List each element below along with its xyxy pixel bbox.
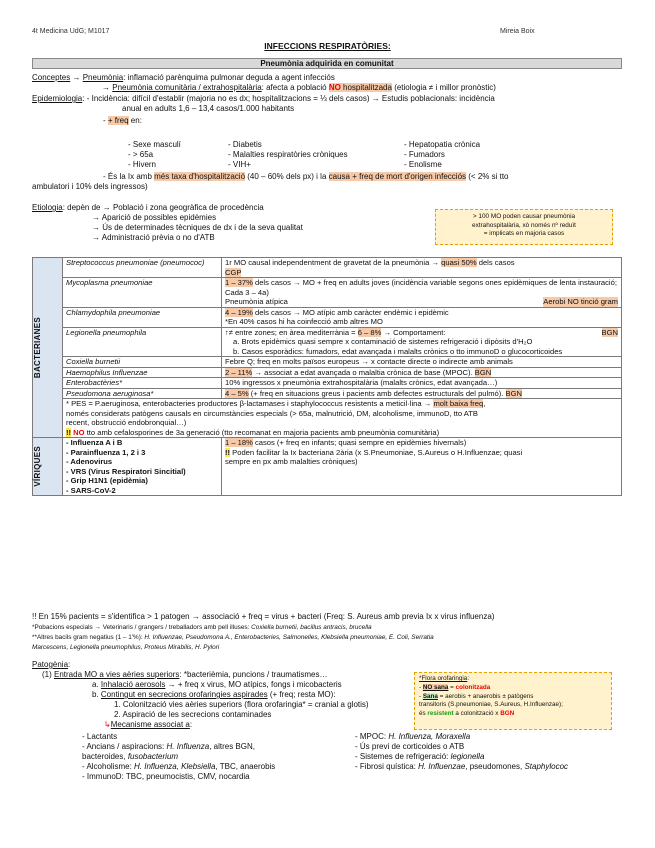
organism-name: Legionella pneumophila [63,327,222,357]
list-item: → Població i zona geogràfica de procedència [102,203,264,212]
pneumonia-def: : inflamació parènquima pulmonar deguda a agent infecciós [123,73,335,82]
footnote-1: !! En 15% pacients = s'identifica > 1 patogen → associació + freq = virus + bacteri (Freq: S. Aureus amb previa Ix x virus influenza) [32,612,495,621]
list-item [355,752,630,762]
organism-name: Coxiella burnetii [63,357,222,368]
desc-b: (+ freq en situacions greus i pacients amb defectes estructurals del pulmó). [248,388,506,398]
flora-l1a: - [419,683,423,691]
list-item: → Aparició de possibles epidèmies [92,213,217,222]
mecanisme-label: Mecanisme associat a [110,720,190,729]
footnote-3b: H. Influenzae, Pseudomona A., Enterobacteries, Salmonelles, Klebsiella pneumoniae, E. Coli, Serratia [144,634,434,641]
list-item: - VRS (Virus Respiratori Sincitial) [66,466,186,476]
etiologia-label: Etiologia [32,203,63,212]
table-row [33,367,622,378]
desc-f: b. Casos esporàdics: fumadors, edat avançada i malalts crònics o tto immunoD o glucocorticoides [233,346,563,356]
etiology-table [32,257,622,496]
item-a: - Sistemes de refrigeració: [355,752,451,761]
flora-l1b: NO sana [422,683,449,691]
list-item [355,742,630,752]
pato-l4: 1. Colonització vies aèries superiors (flora orofaringia* = cranial a glotis) [114,700,369,709]
desc-a: 4 – 5% [225,388,249,398]
epi-last-a: - És la Ix amb [103,172,155,181]
table-row [33,388,622,399]
mecanisme-right [355,732,630,772]
etiologia-intro: : depèn de [62,203,101,212]
vir-r1a: 1 – 18% [225,438,253,447]
item-b: H. Influenza, Moraxella [388,732,471,741]
footnote-3a: **Altres bacils gram negatius (1 – 1'%): [32,634,145,641]
desc-c: BGN [505,388,522,398]
epi-freq-suffix: en: [128,116,142,125]
desc-c: *En 40% casos hi ha coinfecció amb altres MO [225,317,383,326]
pes-line-1b: molt baixa freq [433,399,484,408]
list-item: - Sexe masculí [128,140,181,149]
pato-l2c: → + freq x virus, MO atípics, fongs i micobacteris [165,680,342,689]
pato-l5: 2. Aspiració de les secrecions contaminades [114,710,272,719]
pato-l3c: (+ freq; resta MO): [267,690,336,699]
flora-l3: transitoris (S.pneumoniae, S.Aureus, H.Influenzae); [419,701,563,709]
conceptes-label: Conceptes [32,73,71,82]
item-c: , TBC, anaerobis [215,762,276,771]
section-band: Pneumònia adquirida en comunitat [32,58,622,69]
table-row [33,378,622,389]
pneumonia-comunitaria-term: Pneumònia comunitària / extrahospitalària [112,83,262,92]
desc-b: → associat a edat avançada o malaltia crònica de base (MPOC). [252,367,475,377]
pes-line-4: tto amb cefalosporines de 3a generació (tto recomanat en majoria pacients amb pneumònia comunitària) [84,427,440,437]
organism-name: Streptococcus pneumoniae (pneumococ) [63,258,222,278]
list-item: - Influenza A i B [66,438,123,447]
organism-desc [222,307,622,327]
pneumonia-comunitaria-tail: (etiologia ≠ i millor pronòstic) [391,83,496,92]
desc-c: Pneumònia atípica [225,297,288,306]
table-row [33,438,622,496]
list-item: - > 65a [128,150,154,159]
organism-name: Pseudomona aeruginosa* [63,388,222,399]
organism-desc [222,278,622,308]
list-item: → Ús de determinades tècniques de dx i de la seva qualitat [92,223,303,232]
desc-c: dels casos [476,258,515,267]
list-item [355,762,630,772]
patogenia-section: Patogènia: (1) Entrada MO a vies aèries superiors: *bacterièmia, puncions / traumatismes… a. Inhalació aerosols → + freq x virus, MO atípics, fongs i micobacteris b. Contingut en secrecions orofaringies aspirades (+ freq; resta MO): 1. Colonització vies aèries superiors (flora orofaringia* = cranial a glotis) 2. Aspiració de les secrecions contaminades ↳Mecanisme associat a: [32,660,412,730]
list-item [82,772,352,782]
vir-r1b: casos (+ freq en infants; quasi sempre en epidèmies hivernals) [252,438,467,447]
pes-line-3: recent, obstrucció endobronquial…) [66,418,187,427]
pes-no: NO [71,427,85,437]
mecanisme-left [82,732,352,782]
table-row [33,278,622,308]
desc-d: CGP [225,267,242,277]
desc-e: a. Brots epidèmics quasi sempre x contaminació de sistemes refrigeració i dipòsits d'H₂O [233,337,533,346]
virus-desc [222,438,622,496]
pes-line-1c: , [483,399,486,408]
organism-name: Enterobactèries* [63,378,222,389]
pato-l2b: Inhalació aerosols [100,680,166,689]
footnote-2b: Coxiella burnetii, bacillus antracis, brucella [251,624,372,631]
list-item: - Grip H1N1 (epidèmia) [66,476,148,485]
desc-b: dels casos → MO atípic amb caràcter endèmic i epidèmic [252,307,449,317]
pato-l1b: Entrada MO a vies aèries superiors [54,670,180,679]
no-label: NO [328,83,341,92]
list-item: - SARS-CoV-2 [66,485,116,495]
desc-c: → Comportament: [381,327,446,337]
list-item: - Fumadors [404,150,445,159]
note-line: extrahospitalària, xò només nº reduït [472,221,576,229]
epi-last-e: (< 2% si tto [466,172,509,181]
table-row [33,307,622,327]
epidemiologia-label: Epidemiologia [32,94,83,103]
epi-incidencia-2: anual en adults 1,6 – 13,4 casos/1.000 habitants [122,104,295,113]
organism-name: Chlamydophila pneumoniae [63,307,222,327]
desc-b: 6 – 8% [357,327,382,337]
epi-hosp [32,172,627,192]
pato-l3b: Contingut en secrecions orofaringies aspirades [100,690,268,699]
patogenia-label: Patogènia [32,660,69,669]
pneumonia-term: Pneumònia [82,73,124,82]
list-item [355,732,630,742]
flora-l4c: a colonització x [453,710,501,718]
pato-l1a: (1) [42,670,54,679]
epi-col-2 [228,140,398,170]
pes-note [63,399,622,438]
organism-desc [222,388,622,399]
flora-l4b: resistent [427,710,454,718]
table-row [33,327,622,357]
item-d: Staphylococ [524,762,569,771]
item-a: - Lactants [82,732,118,741]
list-item: - VIH+ [228,160,251,169]
table-row [33,357,622,368]
organism-desc [222,327,622,357]
bacterianes-label: BACTERIANES [33,316,42,379]
pneumonia-comunitaria-def: : afecta a població [261,83,329,92]
desc-a: 2 – 11% [225,367,253,377]
list-item: - Enolisme [404,160,442,169]
item-c: , altres BGN, [209,742,255,751]
list-item: → Administració prèvia o no d'ATB [92,233,215,242]
item-b: legionella [450,752,485,761]
epi-incidencia: : - Incidència: difícil d'establir (majoria no es dx; hospitalitzacions = ⅓ dels casos) → Estudis poblacionals: incidència [82,94,495,103]
epi-last-c: (40 – 60% dels px) i la [245,172,329,181]
pato-l3a: b. [92,690,101,699]
item-a: - Alcoholisme: [82,762,135,771]
flora-title: *Flora orofaringia [419,675,468,682]
desc-c: BGN [474,367,492,377]
list-item: - Parainfluenza 1, 2 i 3 [66,447,146,457]
pato-l2a: a. [92,680,101,689]
item-a: - MPOC: [355,732,389,741]
warning-icon: !! [225,447,231,457]
flora-l1c: = [448,683,456,691]
item-b: fusobacterium [127,752,179,761]
epi-last-2: ambulatori i 10% dels ingressos) [32,182,148,191]
organism-desc: 10% ingressos x pneumònia extrahospitalària (malalts crònics, edat avançada…) [222,378,622,389]
epi-freq: + freq [107,116,129,125]
organism-name: Mycoplasma pneumoniae [63,278,222,308]
viriques-label: VÍRIQUES [33,446,42,487]
header-right: Mireia Boix [500,28,535,35]
vir-r3: sempre en px amb malalties cròniques) [225,457,358,466]
list-item [82,752,352,762]
etiologia-note [435,209,613,245]
list-item: - Malalties respiratòries cròniques [228,150,348,159]
item-b: H. Influenzae [418,762,466,771]
table-row [33,258,622,278]
list-item: - Adenovirus [66,457,113,466]
desc-a: ↑≠ entre zones; en àrea mediterrània = [225,327,358,337]
pes-line-1a: * PES = P.aeruginosa, enterobacteries productores β-lactamases i staphylococcus resistents a meticil·lina → [66,399,434,408]
bacterianes-side [33,258,63,438]
desc-a: 1r MO causal independentment de gravetat de la pneumònia → [225,258,442,267]
vir-r2b: Poden facilitar la Ix bacteriana 2ària (x S.Pneumoniae, S.Aureus o H.Influenzae; quasi [230,447,523,457]
header-left: 4t Medicina UdG; M1017 [32,28,110,35]
item-b: H. Influenza [166,742,210,751]
flora-l2a: - [419,692,423,700]
conceptes-section: Conceptes → Pneumònia: inflamació parènquima pulmonar deguda a agent infecciós → Pneumònia comunitària / extrahospitalària: afecta a població NO hospitalitzada (etiologia ≠ i millor pronòstic) [32,73,496,92]
item-b: H. Influenza, Klebsiella [134,762,216,771]
footnote-2a: *Pobacions especials → Veterinaris / grangers / treballadors amb pell illuses: [32,624,252,631]
epi-col-3 [404,140,554,170]
item-a: bacteroides, [82,752,128,761]
list-item: - Hepatopatia crònica [404,140,481,149]
flora-colon: : [467,675,470,682]
item-a: - Ancians / aspiracions: [82,742,167,751]
list-item: - Hivern [128,160,157,169]
warning-icon: !! [66,427,72,437]
flora-l2c: = aerobis + anaerobis ± patògens [437,692,534,700]
item-a: - Ús previ de corticoides o ATB [355,742,465,751]
flora-l4a: és [419,710,428,718]
desc-b: quasi 50% [441,258,477,267]
hosp-label: hospitalitzada [340,83,392,92]
flora-l1d: colonitzada [455,683,491,691]
epidemiologia-section [32,94,627,126]
desc-d: Aerobi NO tinció gram [543,297,618,306]
page-title: INFECCIONS RESPIRATÒRIES: [264,41,391,51]
organism-name: Haemophilus Influenzae [63,367,222,378]
list-item [82,742,352,752]
epi-last-d: causa + freq de mort d'origen infecciós [328,172,467,181]
desc-a: 4 – 19% [225,307,253,317]
organism-desc: Febre Q; freq en molts països europeus → x contacte directe o indirecte amb animals [222,357,622,368]
desc-b: dels casos → MO + freq en adults joves (incidència variable segons ones epidèmiques de lenta instauració; Cada 3 – 4a) [225,278,617,297]
organism-desc [222,367,622,378]
flora-l4d: BGN [500,710,515,718]
epi-last-b: més taxa d'hospitalització [154,172,246,181]
flora-l2b: Sana [422,692,438,700]
footnote-4: Marcescens, Legionella pneumophilus, Proteus Mirabilis, H. Pylori [32,644,220,651]
list-item [82,732,352,742]
desc-d: BGN [601,327,618,337]
item-c: , pseudomones, [465,762,525,771]
desc-a: 1 – 37% [225,278,253,287]
virus-list [63,438,222,496]
organism-desc [222,258,622,278]
note-line: > 100 MO poden causar pneumònia [472,213,576,220]
viriques-side [33,438,63,496]
flora-note [414,672,612,730]
note-line: = implicats en majoria casos [483,230,565,238]
item-a: - Fibrosi quística: [355,762,419,771]
table-row [33,399,622,438]
epi-freq-prefix: - [103,116,108,125]
list-item [82,762,352,772]
pato-l1c: : *bacterièmia, puncions / traumatismes… [179,670,328,679]
item-a: - ImmunoD: TBC, pneumocistis, CMV, nocardia [82,772,250,781]
pes-line-2: només considerats patògens causals en circumstàncies especials (> 65a, malnutrició, DM, alcoholisme, immunoD, tto ATB [66,408,479,418]
list-item: - Diabetis [228,140,262,149]
